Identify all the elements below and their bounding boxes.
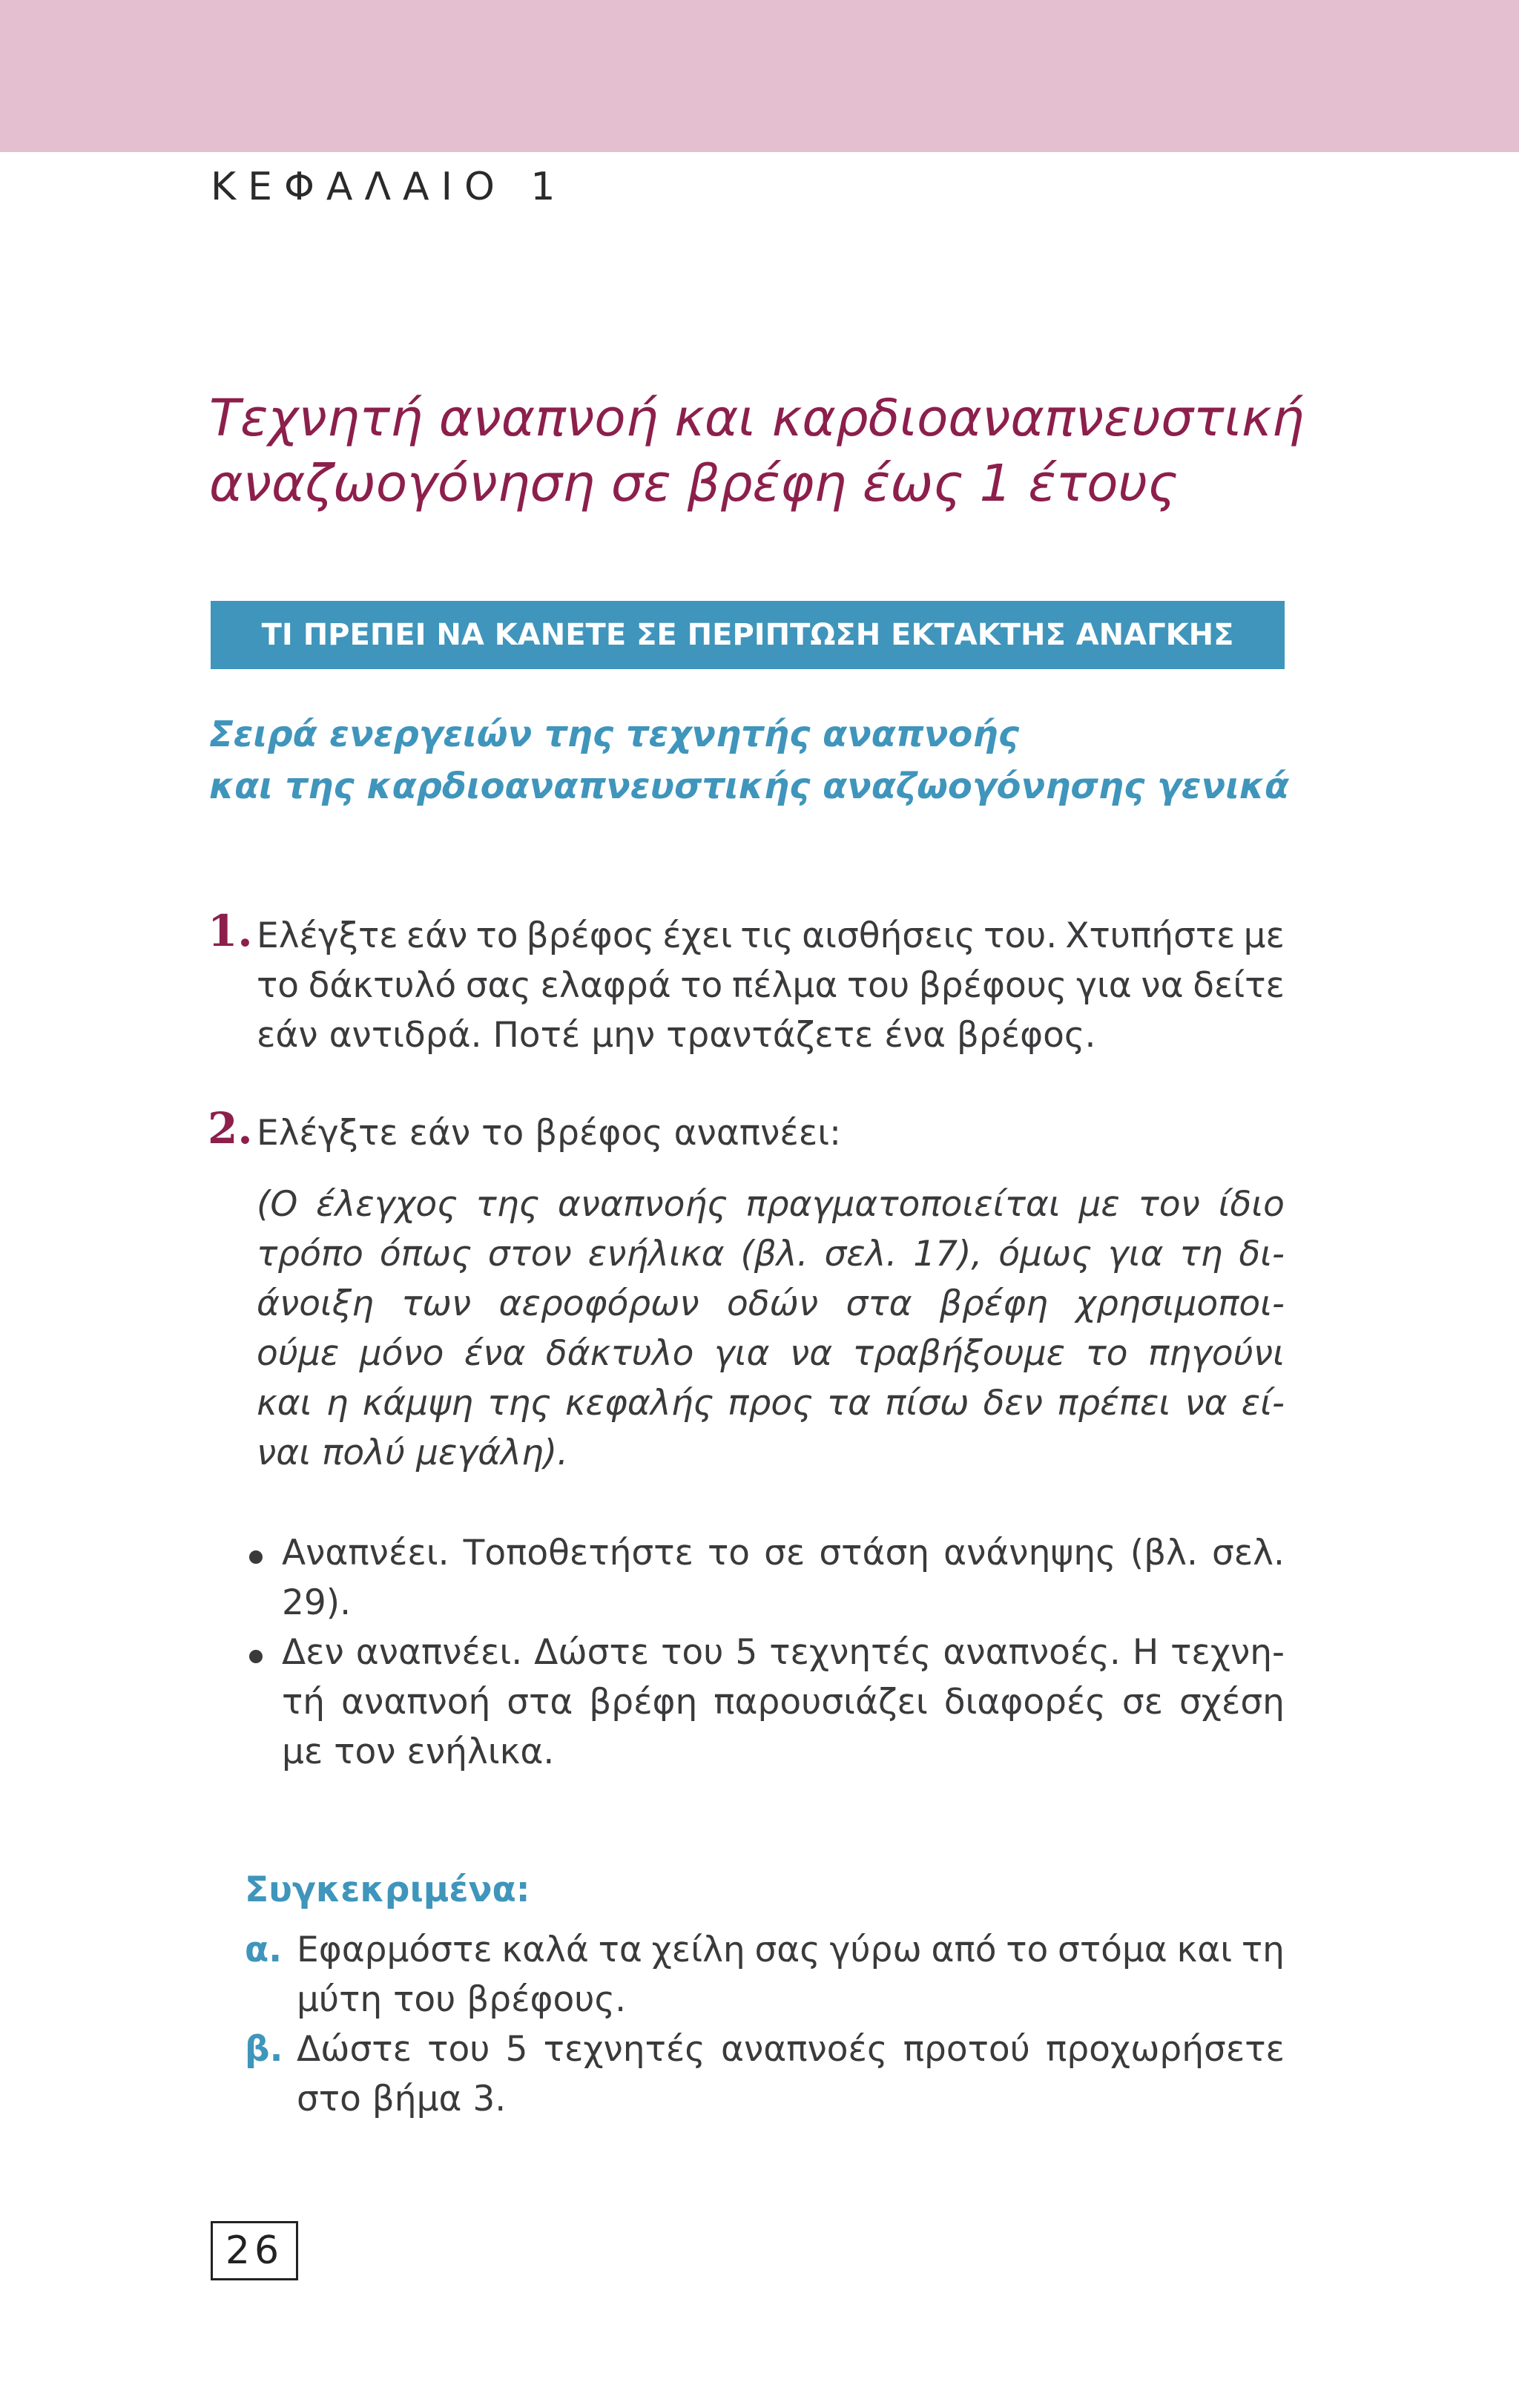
item-line: Δώστε του 5 τεχνητές αναπνοές προτού προχωρήσετε (297, 2029, 1285, 2070)
step-2 (208, 1103, 1285, 1158)
section-banner: ΤΙ ΠΡΕΠΕΙ ΝΑ ΚΑΝΕΤΕ ΣΕ ΠΕΡΙΠΤΩΣΗ ΕΚΤΑΚΤΗΣ ΑΝΑΓΚΗΣ (211, 601, 1285, 669)
step-line: εάν αντιδρά. Ποτέ μην τραντάζετε ένα βρέφος. (257, 1015, 1096, 1056)
item-marker: α. (245, 1930, 283, 1970)
breathing-check-note (257, 1180, 1285, 1478)
note-line: τρόπο όπως στον ενήλικα (βλ. σελ. 17), όμως για τη δι- (257, 1234, 1285, 1274)
step-line: το δάκτυλό σας ελαφρά το πέλμα του βρέφους για να δείτε (257, 965, 1285, 1006)
step-number: 2. (208, 1103, 253, 1154)
step-line: Ελέγξτε εάν το βρέφος αναπνέει: (257, 1113, 841, 1154)
item-line: Εφαρμόστε καλά τα χείλη σας γύρω από το στόμα και τη (297, 1930, 1285, 1970)
specifics-heading: Συγκεκριμένα: (245, 1869, 530, 1910)
step-line: Ελέγξτε εάν το βρέφος έχει τις αισθήσεις του. Χτυπήστε με (257, 915, 1285, 956)
note-line: και η κάμψη της κεφαλής προς τα πίσω δεν πρέπει να εί- (257, 1383, 1285, 1424)
page-title-line: Τεχνητή αναπνοή και καρδιοαναπνευστική (209, 389, 1305, 448)
item-line: στο βήμα 3. (297, 2079, 507, 2119)
bullet-item (245, 1528, 1285, 1628)
step-number: 1. (208, 906, 253, 956)
bullet-line: Δεν αναπνέει. Δώστε του 5 τεχνητές αναπνοές. Η τεχνη- (282, 1632, 1285, 1673)
bullet-line: με τον ενήλικα. (282, 1731, 555, 1772)
page-number: 26 (211, 2221, 298, 2280)
note-line: άνοιξη των αεροφόρων οδών στα βρέφη χρησιμοποι- (257, 1283, 1285, 1324)
subtitle-line: Σειρά ενεργειών της τεχνητής αναπνοής (209, 714, 1020, 755)
section-subtitle (209, 708, 1366, 812)
chapter-label: ΚΕΦΑΛΑΙΟ 1 (211, 165, 567, 209)
bullet-list (245, 1528, 1285, 1777)
bullet-dot-icon (249, 1550, 263, 1564)
bullet-item (245, 1628, 1285, 1777)
item-marker: β. (245, 2029, 283, 2070)
specific-item-a (245, 1925, 1285, 2024)
note-line: (Ο έλεγχος της αναπνοής πραγματοποιείται με τον ίδιο (257, 1184, 1285, 1225)
bullet-dot-icon (249, 1650, 263, 1663)
bullet-line: 29). (282, 1582, 352, 1623)
subtitle-line: και της καρδιοαναπνευστικής αναζωογόνησης γενικά (209, 766, 1290, 807)
specific-item-b (245, 2024, 1285, 2124)
bullet-line: τή αναπνοή στα βρέφη παρουσιάζει διαφορές σε σχέση (282, 1682, 1285, 1723)
note-line: ναι πολύ μεγάλη). (257, 1432, 569, 1473)
page-title (209, 386, 1366, 516)
note-line: ούμε μόνο ένα δάκτυλο για να τραβήξουμε το πηγούνι (257, 1333, 1285, 1374)
item-line: μύτη του βρέφους. (297, 1979, 627, 2020)
step-1 (208, 906, 1285, 1060)
bullet-line: Αναπνέει. Τοποθετήστε το σε στάση ανάνηψης (βλ. σελ. (282, 1533, 1285, 1573)
header-band (0, 0, 1519, 152)
page-title-line: αναζωογόνηση σε βρέφη έως 1 έτους (209, 454, 1178, 513)
